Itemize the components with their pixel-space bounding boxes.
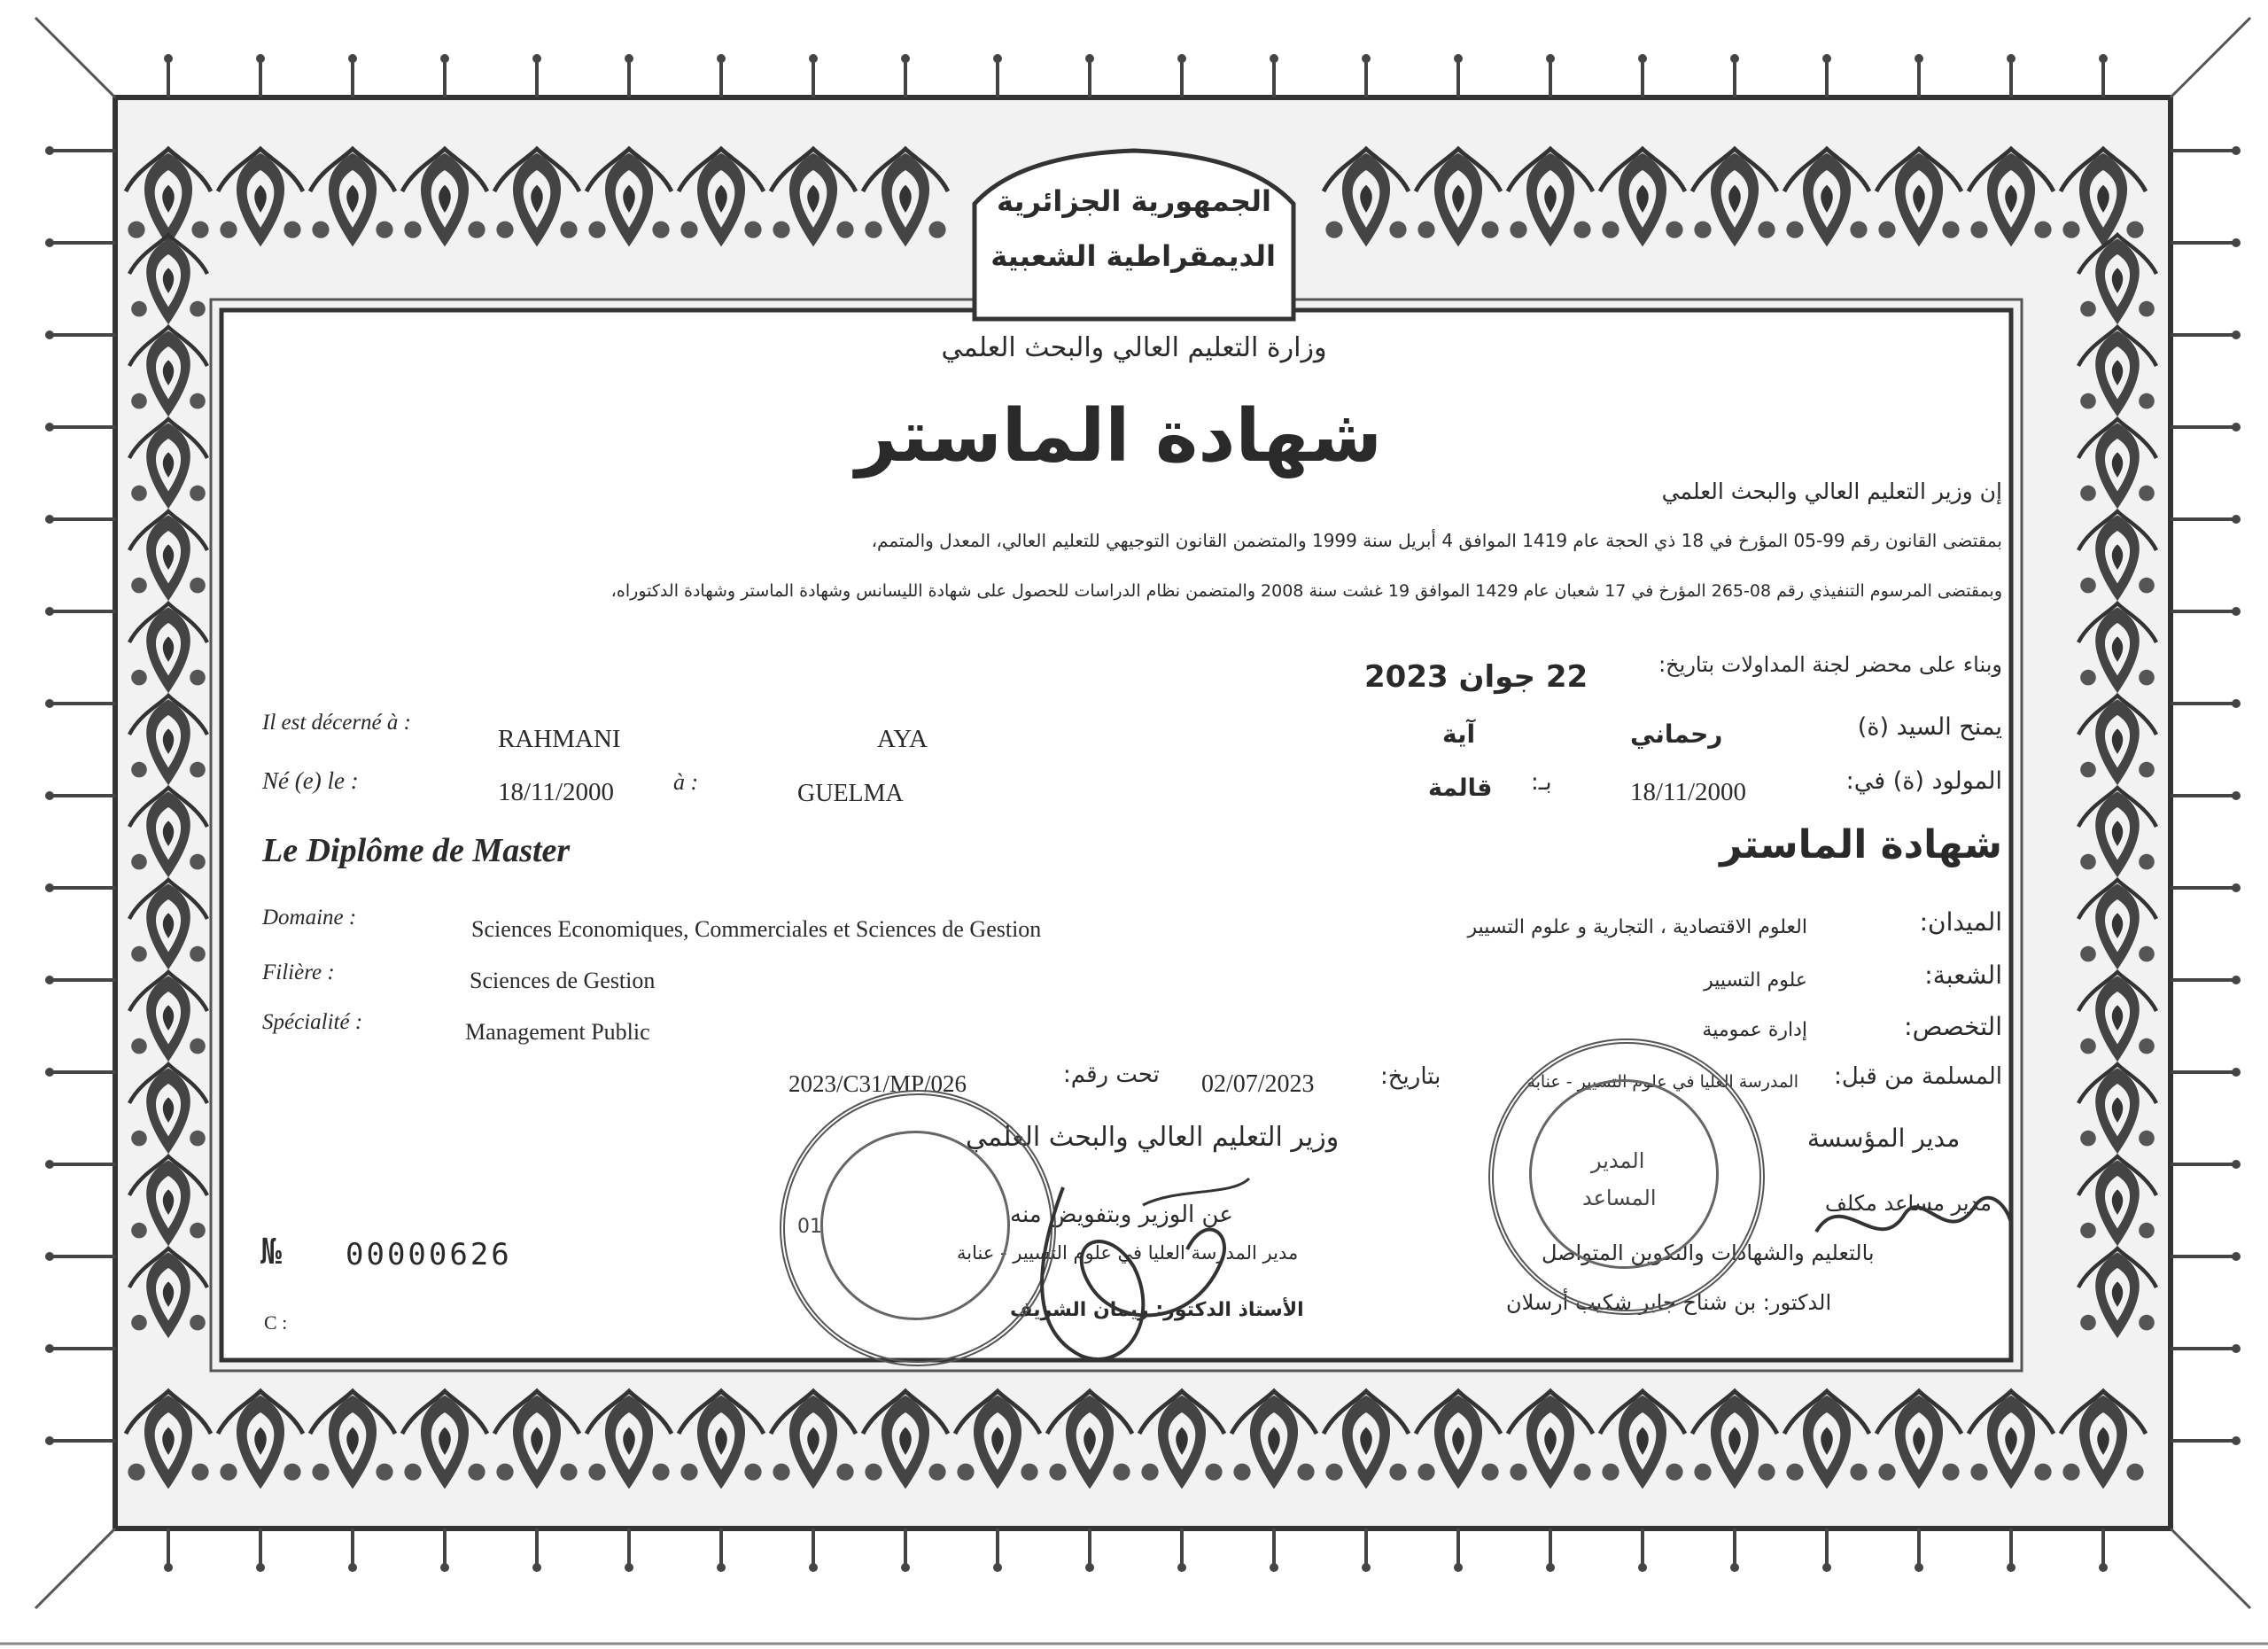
filiere-value-ar: علوم التسيير	[1704, 969, 1807, 992]
preamble-line-4: وبناء على محضر لجنة المداولات بتاريخ:	[1658, 652, 2002, 677]
registration-date-label: بتاريخ:	[1380, 1063, 1441, 1090]
ministry-name: وزارة التعليم العالي والبحث العلمي	[941, 332, 1327, 363]
serial-number-label: №	[260, 1232, 283, 1272]
recipient-label-ar: يمنح السيد (ة)	[1857, 713, 2002, 741]
issuer-value: المدرسة العليا في علوم التسيير - عنابة	[1526, 1072, 1798, 1092]
preamble-line-2: بمقتضى القانون رقم 99-05 المؤرخ في 18 ذي الحجة عام 1419 الموافق 4 أبريل سنة 1999 والمتضمن القانون التوجيهي للتعليم العالي، المعدل والمتمم،	[871, 530, 2002, 551]
right-stamp-line-1: المدير	[1591, 1148, 1645, 1173]
filiere-label-ar: الشعبة:	[1924, 961, 2002, 990]
domain-value-ar: العلوم الاقتصادية ، التجارية و علوم التسيير	[1467, 916, 1807, 938]
filiere-label-fr: Filière :	[262, 961, 335, 984]
right-stamp-inner-ring	[1529, 1079, 1719, 1269]
preamble-line-3: وبمقتضى المرسوم التنفيذي رقم 08-265 المؤرخ في 17 شعبان عام 1429 الموافق 19 غشت سنة 2008 والمتضمن نظام الدراسات للحصول على شهادة الليسانس وشهادة الماستر وشهادة الدكتوراه،	[610, 581, 2002, 601]
specialite-label-ar: التخصص:	[1904, 1012, 2002, 1041]
diploma-title-fr: Le Diplôme de Master	[262, 832, 571, 869]
deputy-description: بالتعليم والشهادات والتكوين المتواصل	[1542, 1241, 1875, 1265]
issuer-label: المسلمة من قبل:	[1834, 1063, 2002, 1090]
domain-label-fr: Domaine :	[262, 906, 357, 930]
recipient-last-name-fr: RAHMANI	[498, 725, 621, 753]
birth-label-ar: المولود (ة) في:	[1845, 767, 2002, 795]
c-label: C :	[264, 1311, 288, 1334]
birth-date-fr: 18/11/2000	[498, 778, 615, 806]
left-stamp-number: 01	[797, 1216, 822, 1238]
recipient-last-name-ar: رحماني	[1630, 719, 1723, 749]
diploma-title-ar: شهادة الماستر	[1720, 822, 2002, 867]
school-director-name: الأستاذ الدكتور: ريمان الشريف	[1010, 1299, 1304, 1321]
birth-place-label-ar: بـ:	[1531, 769, 1552, 796]
minister-title: وزير التعليم العالي والبحث العلمي	[966, 1122, 1340, 1153]
preamble-line-1: إن وزير التعليم العالي والبحث العلمي	[1661, 478, 2002, 504]
specialite-value-ar: إدارة عمومية	[1702, 1019, 1807, 1041]
recipient-first-name-ar: آية	[1442, 719, 1476, 749]
registration-date: 02/07/2023	[1201, 1070, 1315, 1098]
diploma-title-ar-main: شهادة الماستر	[855, 394, 1382, 478]
right-official-stamp	[1488, 1038, 1765, 1315]
director-signature	[1001, 1152, 1267, 1373]
birth-place-ar: قالمة	[1428, 774, 1493, 802]
specialite-label-fr: Spécialité :	[262, 1010, 363, 1034]
left-stamp-inner-ring	[820, 1131, 1010, 1320]
institution-director-label: مدير المؤسسة	[1807, 1124, 1961, 1153]
registration-number-label: تحت رقم:	[1063, 1062, 1160, 1088]
filiere-value-fr: Sciences de Gestion	[470, 968, 656, 993]
republic-line-1: الجمهورية الجزائرية	[997, 184, 1271, 218]
birth-place-label-fr: à :	[673, 769, 699, 795]
recipient-label-fr: Il est décerné à :	[262, 711, 411, 735]
deputy-title: مدير مساعد مكلف	[1825, 1191, 1992, 1216]
registration-number: 2023/C31/MP/026	[788, 1070, 967, 1097]
serial-number: 00000626	[346, 1237, 512, 1272]
republic-line-2: الديمقراطية الشعبية	[990, 239, 1276, 273]
specialite-value-fr: Management Public	[465, 1019, 650, 1045]
deputy-name: الدكتور: بن شناح جابر شكيب أرسلان	[1506, 1290, 1832, 1315]
birth-place-fr: GUELMA	[797, 780, 904, 807]
domain-label-ar: الميدان:	[1919, 907, 2002, 937]
birth-date-ar: 18/11/2000	[1630, 778, 1747, 806]
delegation-line: عن الوزير وبتفويض منه	[1010, 1202, 1233, 1228]
deliberation-date: 22 جوان 2023	[1364, 659, 1588, 695]
domain-value-fr: Sciences Economiques, Commerciales et Sciences de Gestion	[471, 916, 1042, 942]
deputy-signature	[1807, 1170, 2020, 1276]
right-stamp-line-2: المساعد	[1582, 1186, 1657, 1210]
school-director: مدير المدرسة العليا في علوم التسيير - عنابة	[957, 1242, 1299, 1264]
recipient-first-name-fr: AYA	[877, 725, 928, 753]
birth-label-fr: Né (e) le :	[262, 767, 359, 794]
